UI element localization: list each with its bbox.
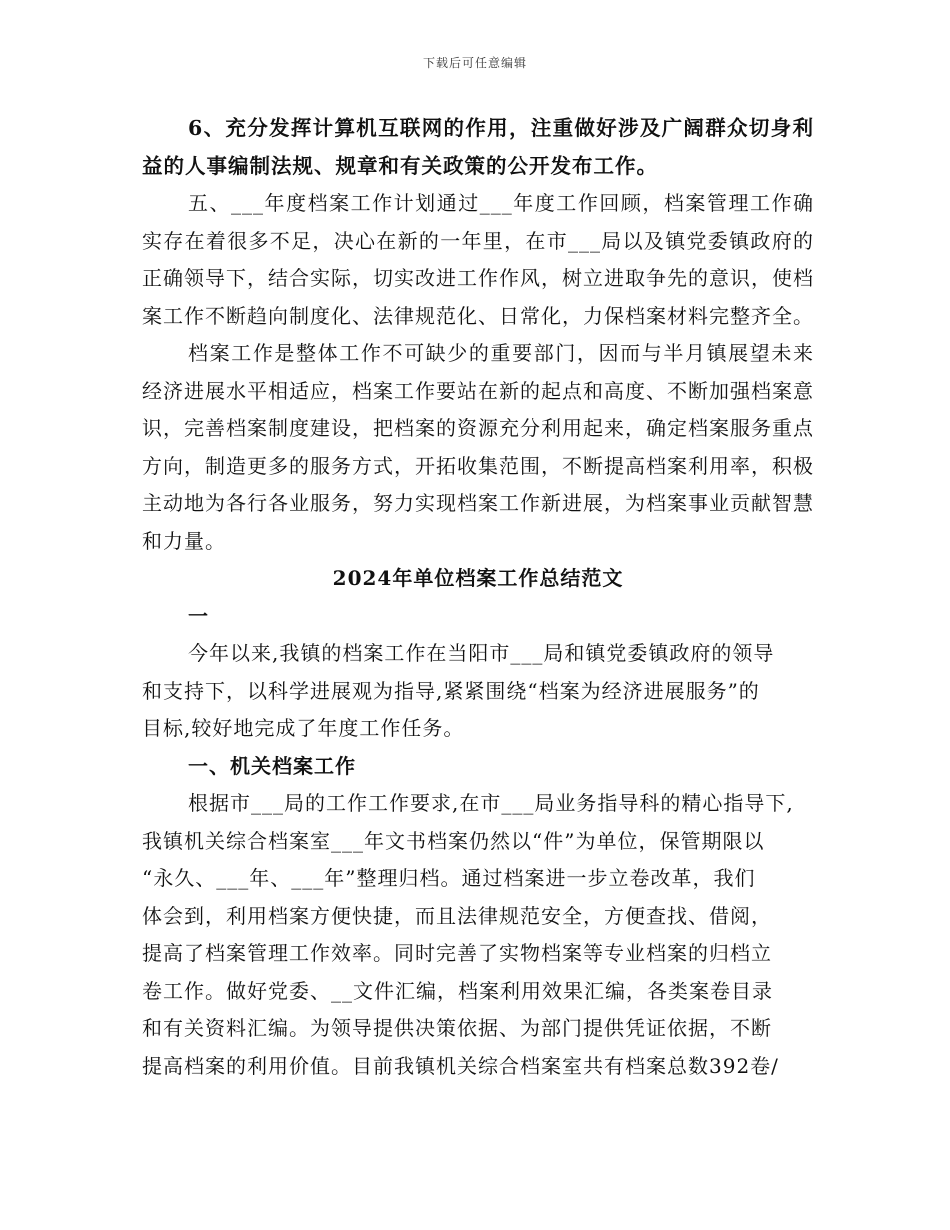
document-body <box>142 110 814 1085</box>
body-line: 提高了档案管理工作效率。同时完善了实物档案等专业档案的归档立 <box>142 941 772 965</box>
section-marker-one: 一 <box>188 603 209 628</box>
intro-line: 目标,较好地完成了年度工作任务。 <box>142 716 465 740</box>
intro-paragraph <box>142 635 814 748</box>
body-line: 根据市___局的工作工作要求,在市___局业务指导科的精心指导下, <box>188 791 794 815</box>
paragraph-section-5: 五、___年度档案工作计划通过___年度工作回顾，档案管理工作确实存在着很多不足，决心在新的一年里，在市___局以及镇党委镇政府的正确领导下，结合实际，切实改进工作作风，树立进取争先的意识，使档案工作不断趋向制度化、法律规范化、日常化，力保档案材料完整齐全。 <box>142 191 814 328</box>
body-line: 体会到，利用档案方便快捷，而且法律规范安全，方便查找、借阅， <box>142 903 772 928</box>
body-line: 我镇机关综合档案室___年文书档案仍然以“件”为单位，保管期限以 <box>142 828 765 853</box>
paragraph-item-6: 6、充分发挥计算机互联网的作用，注重做好涉及广阔群众切身利益的人事编制法规、规章和有关政策的公开发布工作。 <box>142 116 814 178</box>
body-line: 和有关资料汇编。为领导提供决策依据、为部门提供凭证依据，不断 <box>142 1016 772 1040</box>
intro-line: 今年以来,我镇的档案工作在当阳市___局和镇党委镇政府的领导 <box>188 641 775 665</box>
body-line: 卷工作。做好党委、__文件汇编，档案利用效果汇编，各类案卷目录 <box>142 978 773 1003</box>
header-note: 下载后可任意编辑 <box>422 56 527 70</box>
paragraph-archive-outlook: 档案工作是整体工作不可缺少的重要部门，因而与半月镇展望未来经济进展水平相适应，档案工作要站在新的起点和高度、不断加强档案意识，完善档案制度建设，把档案的资源充分利用起来，确定档案服务重点方向，制造更多的服务方式，开拓收集范围，不断提高档案利用率，积极主动地为各行各业服务，努力实现档案工作新进展，为档案事业贡献智慧和力量。 <box>142 341 814 553</box>
body-line: “永久、___年、___年”整理归档。通过档案进一步立卷改革，我们 <box>142 866 756 890</box>
intro-line: 和支持下，以科学进展观为指导,紧紧围绕“档案为经济进展服务”的 <box>142 678 760 703</box>
body-line: 提高档案的利用价值。目前我镇机关综合档案室共有档案总数392卷/ <box>142 1053 779 1078</box>
heading-office-archives: 一、机关档案工作 <box>188 753 356 778</box>
document-title: 2024年单位档案工作总结范文 <box>332 566 624 590</box>
office-archives-paragraph <box>142 785 814 1085</box>
